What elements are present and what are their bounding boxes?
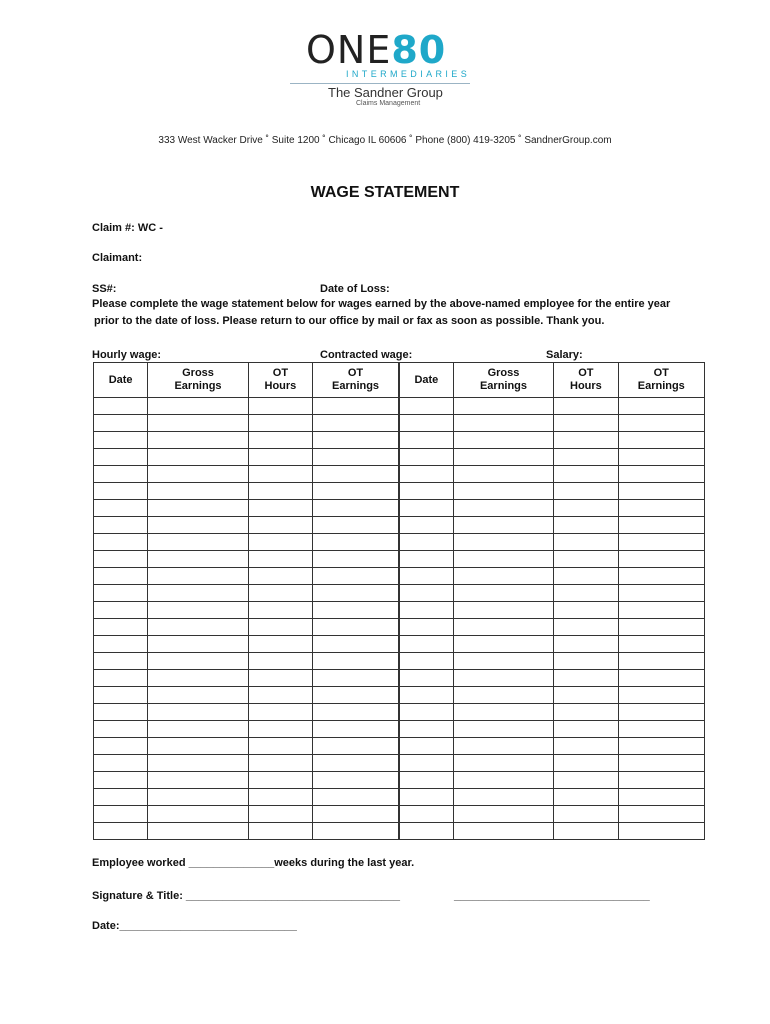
- table-cell[interactable]: [453, 432, 553, 449]
- table-cell[interactable]: [94, 687, 148, 704]
- table-cell[interactable]: [248, 619, 312, 636]
- table-body: [94, 398, 705, 840]
- table-cell[interactable]: [248, 449, 312, 466]
- table-cell[interactable]: [399, 551, 453, 568]
- wage-table: [93, 362, 705, 840]
- table-cell[interactable]: [399, 721, 453, 738]
- table-row: [94, 415, 705, 432]
- table-cell[interactable]: [94, 432, 148, 449]
- table-cell[interactable]: [554, 483, 618, 500]
- table-row: [94, 823, 705, 840]
- table-cell[interactable]: [248, 789, 312, 806]
- table-cell[interactable]: [248, 534, 312, 551]
- table-cell[interactable]: [148, 432, 248, 449]
- contracted-wage-label: Contracted wage:: [320, 349, 413, 361]
- table-cell[interactable]: [618, 415, 704, 432]
- column-header: [94, 363, 148, 398]
- table-cell[interactable]: [313, 551, 399, 568]
- table-cell[interactable]: [453, 483, 553, 500]
- table-cell[interactable]: [148, 500, 248, 517]
- table-cell[interactable]: [399, 772, 453, 789]
- table-cell[interactable]: [148, 619, 248, 636]
- table-row: [94, 398, 705, 415]
- table-cell[interactable]: [94, 415, 148, 432]
- table-cell[interactable]: [618, 636, 704, 653]
- table-cell[interactable]: [313, 772, 399, 789]
- table-cell[interactable]: [453, 415, 553, 432]
- table-cell[interactable]: [554, 738, 618, 755]
- table-row: [94, 738, 705, 755]
- table-cell[interactable]: [94, 636, 148, 653]
- table-cell[interactable]: [453, 806, 553, 823]
- table-cell[interactable]: [313, 738, 399, 755]
- table-cell[interactable]: [618, 619, 704, 636]
- table-cell[interactable]: [554, 415, 618, 432]
- table-cell[interactable]: [94, 653, 148, 670]
- table-cell[interactable]: [313, 653, 399, 670]
- table-cell[interactable]: [148, 534, 248, 551]
- table-cell[interactable]: [399, 823, 453, 840]
- table-cell[interactable]: [248, 738, 312, 755]
- table-cell[interactable]: [399, 704, 453, 721]
- table-cell[interactable]: [248, 721, 312, 738]
- logo-group-name: The Sandner Group: [328, 85, 443, 100]
- salary-label: Salary:: [546, 349, 583, 361]
- table-cell[interactable]: [618, 483, 704, 500]
- date-of-loss-field: Date of Loss:: [320, 283, 390, 295]
- table-cell[interactable]: [554, 823, 618, 840]
- table-cell[interactable]: [399, 738, 453, 755]
- table-cell[interactable]: [618, 568, 704, 585]
- column-header: [399, 363, 453, 398]
- table-cell[interactable]: [618, 823, 704, 840]
- logo-divider: [290, 83, 470, 84]
- table-cell[interactable]: [313, 721, 399, 738]
- table-cell[interactable]: [94, 500, 148, 517]
- column-header-text: OT: [578, 367, 594, 379]
- table-cell[interactable]: [313, 534, 399, 551]
- table-row: [94, 653, 705, 670]
- table-cell[interactable]: [94, 670, 148, 687]
- table-cell[interactable]: [313, 755, 399, 772]
- table-cell[interactable]: [399, 500, 453, 517]
- table-cell[interactable]: [554, 619, 618, 636]
- table-cell[interactable]: [554, 449, 618, 466]
- table-cell[interactable]: [148, 789, 248, 806]
- table-cell[interactable]: [618, 789, 704, 806]
- table-cell[interactable]: [148, 721, 248, 738]
- table-cell[interactable]: [399, 755, 453, 772]
- table-cell[interactable]: [148, 602, 248, 619]
- table-cell[interactable]: [399, 415, 453, 432]
- table-cell[interactable]: [313, 449, 399, 466]
- table-cell[interactable]: [94, 568, 148, 585]
- table-cell[interactable]: [94, 398, 148, 415]
- table-cell[interactable]: [313, 636, 399, 653]
- table-cell[interactable]: [313, 483, 399, 500]
- table-cell[interactable]: [313, 466, 399, 483]
- table-cell[interactable]: [313, 619, 399, 636]
- logo-tagline: Claims Management: [356, 100, 421, 107]
- table-cell[interactable]: [94, 449, 148, 466]
- table-cell[interactable]: [399, 687, 453, 704]
- table-row: [94, 602, 705, 619]
- instructions: [92, 296, 702, 330]
- table-cell[interactable]: [618, 551, 704, 568]
- table-cell[interactable]: [399, 432, 453, 449]
- table-cell[interactable]: [313, 806, 399, 823]
- table-cell[interactable]: [399, 568, 453, 585]
- table-cell[interactable]: [618, 449, 704, 466]
- table-cell[interactable]: [148, 517, 248, 534]
- table-row: [94, 687, 705, 704]
- table-cell[interactable]: [453, 585, 553, 602]
- table-cell[interactable]: [453, 704, 553, 721]
- table-cell[interactable]: [148, 636, 248, 653]
- table-cell[interactable]: [554, 789, 618, 806]
- table-cell[interactable]: [94, 466, 148, 483]
- table-cell[interactable]: [313, 415, 399, 432]
- table-row: [94, 806, 705, 823]
- hourly-wage-label: Hourly wage:: [92, 349, 162, 361]
- table-cell[interactable]: [248, 602, 312, 619]
- table-cell[interactable]: [94, 772, 148, 789]
- table-row: [94, 500, 705, 517]
- table-cell[interactable]: [554, 534, 618, 551]
- logo-subtitle: INTERMEDIARIES: [346, 69, 471, 79]
- table-cell[interactable]: [399, 449, 453, 466]
- table-cell[interactable]: [554, 551, 618, 568]
- logo-wordmark: ONE80: [306, 28, 447, 72]
- column-header: [554, 363, 618, 398]
- table-cell[interactable]: [248, 551, 312, 568]
- table-cell[interactable]: [248, 687, 312, 704]
- table-cell[interactable]: [554, 772, 618, 789]
- column-header-text: OT: [347, 367, 364, 379]
- table-cell[interactable]: [453, 602, 553, 619]
- table-cell[interactable]: [453, 398, 553, 415]
- date-line: Date:_____________________________: [92, 920, 297, 932]
- column-header-text: OT: [272, 367, 289, 379]
- table-cell[interactable]: [554, 721, 618, 738]
- table-cell[interactable]: [554, 585, 618, 602]
- table-cell[interactable]: [148, 551, 248, 568]
- column-header: [453, 363, 553, 398]
- table-cell[interactable]: [618, 602, 704, 619]
- table-cell[interactable]: [313, 398, 399, 415]
- claimant-field: Claimant:: [92, 252, 143, 264]
- signature-title-line: Signature & Title: ___________________________________: [92, 890, 401, 902]
- table-cell[interactable]: [148, 755, 248, 772]
- table-cell[interactable]: [148, 568, 248, 585]
- column-header-text: Earnings: [479, 380, 528, 392]
- table-cell[interactable]: [313, 789, 399, 806]
- column-header-text: Hours: [570, 380, 602, 392]
- table-cell[interactable]: [248, 517, 312, 534]
- column-header-text: Hours: [264, 380, 297, 392]
- table-row: [94, 568, 705, 585]
- table-cell[interactable]: [148, 670, 248, 687]
- table-cell[interactable]: [399, 398, 453, 415]
- table-cell[interactable]: [554, 653, 618, 670]
- table-cell[interactable]: [453, 619, 553, 636]
- column-header-text: Date: [108, 373, 133, 386]
- table-cell[interactable]: [94, 619, 148, 636]
- table-cell[interactable]: [399, 466, 453, 483]
- table-cell[interactable]: [399, 619, 453, 636]
- table-cell[interactable]: [148, 449, 248, 466]
- table-cell[interactable]: [148, 483, 248, 500]
- table-cell[interactable]: [453, 823, 553, 840]
- table-cell[interactable]: [248, 755, 312, 772]
- table-cell[interactable]: [148, 585, 248, 602]
- table-cell[interactable]: [618, 670, 704, 687]
- table-cell[interactable]: [399, 789, 453, 806]
- table-cell[interactable]: [618, 585, 704, 602]
- company-logo: [290, 30, 470, 110]
- column-header-text: Earnings: [637, 380, 685, 392]
- table-cell[interactable]: [94, 602, 148, 619]
- table-row: [94, 534, 705, 551]
- table-cell[interactable]: [399, 517, 453, 534]
- column-header: [618, 363, 704, 398]
- column-header-text: OT: [653, 367, 669, 379]
- column-header-text: Gross: [182, 367, 214, 379]
- table-cell[interactable]: [618, 500, 704, 517]
- table-header-row: [94, 363, 705, 398]
- table-cell[interactable]: [148, 398, 248, 415]
- table-cell[interactable]: [453, 568, 553, 585]
- table-cell[interactable]: [148, 687, 248, 704]
- table-cell[interactable]: [453, 653, 553, 670]
- table-cell[interactable]: [148, 772, 248, 789]
- table-cell[interactable]: [618, 466, 704, 483]
- table-cell[interactable]: [94, 517, 148, 534]
- table-cell[interactable]: [399, 483, 453, 500]
- table-cell[interactable]: [248, 636, 312, 653]
- table-cell[interactable]: [554, 670, 618, 687]
- table-cell[interactable]: [148, 738, 248, 755]
- table-cell[interactable]: [618, 704, 704, 721]
- instructions-line: Please complete the wage statement below for wages earned by the above-named employee for the entire year: [92, 298, 671, 310]
- table-cell[interactable]: [94, 806, 148, 823]
- table-cell[interactable]: [94, 823, 148, 840]
- table-cell[interactable]: [554, 466, 618, 483]
- table-row: [94, 517, 705, 534]
- table-cell[interactable]: [248, 772, 312, 789]
- table-row: [94, 619, 705, 636]
- table-cell[interactable]: [148, 704, 248, 721]
- table-row: [94, 721, 705, 738]
- table-cell[interactable]: [618, 806, 704, 823]
- column-header-text: Earnings: [331, 380, 380, 392]
- table-cell[interactable]: [94, 789, 148, 806]
- table-cell[interactable]: [618, 432, 704, 449]
- table-row: [94, 585, 705, 602]
- table-cell[interactable]: [248, 806, 312, 823]
- table-cell[interactable]: [554, 517, 618, 534]
- table-cell[interactable]: [148, 823, 248, 840]
- table-cell[interactable]: [313, 670, 399, 687]
- table-cell[interactable]: [554, 755, 618, 772]
- table-cell[interactable]: [313, 823, 399, 840]
- table-cell[interactable]: [313, 432, 399, 449]
- table-cell[interactable]: [248, 466, 312, 483]
- table-cell[interactable]: [554, 704, 618, 721]
- weeks-worked-line: Employee worked ______________weeks during the last year.: [92, 857, 415, 869]
- table-row: [94, 772, 705, 789]
- table-cell[interactable]: [94, 721, 148, 738]
- table-cell[interactable]: [313, 517, 399, 534]
- table-cell[interactable]: [618, 653, 704, 670]
- table-cell[interactable]: [453, 755, 553, 772]
- table-cell[interactable]: [399, 585, 453, 602]
- table-cell[interactable]: [94, 551, 148, 568]
- table-cell[interactable]: [453, 721, 553, 738]
- table-cell[interactable]: [554, 806, 618, 823]
- table-cell[interactable]: [94, 738, 148, 755]
- table-cell[interactable]: [554, 687, 618, 704]
- table-cell[interactable]: [399, 602, 453, 619]
- table-cell[interactable]: [453, 534, 553, 551]
- table-cell[interactable]: [618, 687, 704, 704]
- table-cell[interactable]: [248, 500, 312, 517]
- column-header: [248, 363, 312, 398]
- table-cell[interactable]: [248, 670, 312, 687]
- table-cell[interactable]: [313, 568, 399, 585]
- table-cell[interactable]: [248, 432, 312, 449]
- ss-field: SS#:: [92, 283, 117, 295]
- table-cell[interactable]: [618, 398, 704, 415]
- table-cell[interactable]: [554, 398, 618, 415]
- table-cell[interactable]: [399, 670, 453, 687]
- table-cell[interactable]: [453, 772, 553, 789]
- table-cell[interactable]: [313, 585, 399, 602]
- table-cell[interactable]: [94, 755, 148, 772]
- signature-second-line: ________________________________: [454, 890, 650, 902]
- claim-number-field: Claim #: WC -: [92, 222, 163, 234]
- column-header: [148, 363, 248, 398]
- table-cell[interactable]: [148, 653, 248, 670]
- table-cell[interactable]: [399, 653, 453, 670]
- table-cell[interactable]: [618, 738, 704, 755]
- table-cell[interactable]: [248, 398, 312, 415]
- table-cell[interactable]: [618, 534, 704, 551]
- table-cell[interactable]: [554, 602, 618, 619]
- table-row: [94, 551, 705, 568]
- table-cell[interactable]: [94, 704, 148, 721]
- table-row: [94, 670, 705, 687]
- table-cell[interactable]: [248, 568, 312, 585]
- table-cell[interactable]: [453, 517, 553, 534]
- table-cell[interactable]: [248, 823, 312, 840]
- instructions-line: prior to the date of loss. Please return to our office by mail or fax as soon as possible. Thank you.: [94, 315, 605, 327]
- column-header-text: Earnings: [174, 380, 222, 392]
- table-row: [94, 636, 705, 653]
- table-cell[interactable]: [453, 500, 553, 517]
- table-cell[interactable]: [248, 704, 312, 721]
- table-cell[interactable]: [313, 704, 399, 721]
- column-header-text: Gross: [487, 367, 520, 379]
- table-cell[interactable]: [453, 551, 553, 568]
- table-row: [94, 704, 705, 721]
- table-cell[interactable]: [453, 449, 553, 466]
- table-cell[interactable]: [453, 636, 553, 653]
- table-cell[interactable]: [554, 500, 618, 517]
- table-row: [94, 449, 705, 466]
- table-cell[interactable]: [148, 415, 248, 432]
- table-row: [94, 432, 705, 449]
- table-cell[interactable]: [453, 466, 553, 483]
- table-cell[interactable]: [313, 687, 399, 704]
- table-cell[interactable]: [618, 517, 704, 534]
- table-cell[interactable]: [94, 534, 148, 551]
- column-header: [313, 363, 399, 398]
- table-cell[interactable]: [618, 755, 704, 772]
- table-cell[interactable]: [313, 602, 399, 619]
- table-row: [94, 755, 705, 772]
- table-cell[interactable]: [554, 568, 618, 585]
- table-cell[interactable]: [399, 636, 453, 653]
- table-cell[interactable]: [618, 772, 704, 789]
- table-cell[interactable]: [248, 483, 312, 500]
- table-cell[interactable]: [148, 466, 248, 483]
- table-cell[interactable]: [399, 806, 453, 823]
- table-cell[interactable]: [453, 789, 553, 806]
- table-row: [94, 466, 705, 483]
- column-header-text: Date: [414, 373, 439, 386]
- page-title: WAGE STATEMENT: [310, 184, 460, 201]
- table-cell[interactable]: [453, 738, 553, 755]
- table-cell[interactable]: [399, 534, 453, 551]
- table-cell[interactable]: [313, 500, 399, 517]
- company-address: 333 West Wacker Drive ˚ Suite 1200 ˚ Chicago IL 60606 ˚ Phone (800) 419-3205 ˚ SandnerGroup.com: [158, 135, 612, 146]
- table-row: [94, 483, 705, 500]
- table-cell[interactable]: [453, 687, 553, 704]
- table-cell[interactable]: [453, 670, 553, 687]
- table-cell[interactable]: [554, 432, 618, 449]
- table-cell[interactable]: [94, 483, 148, 500]
- table-cell[interactable]: [554, 636, 618, 653]
- table-cell[interactable]: [94, 585, 148, 602]
- table-cell[interactable]: [248, 585, 312, 602]
- table-cell[interactable]: [248, 653, 312, 670]
- table-cell[interactable]: [248, 415, 312, 432]
- table-row: [94, 789, 705, 806]
- table-cell[interactable]: [618, 721, 704, 738]
- table-cell[interactable]: [148, 806, 248, 823]
